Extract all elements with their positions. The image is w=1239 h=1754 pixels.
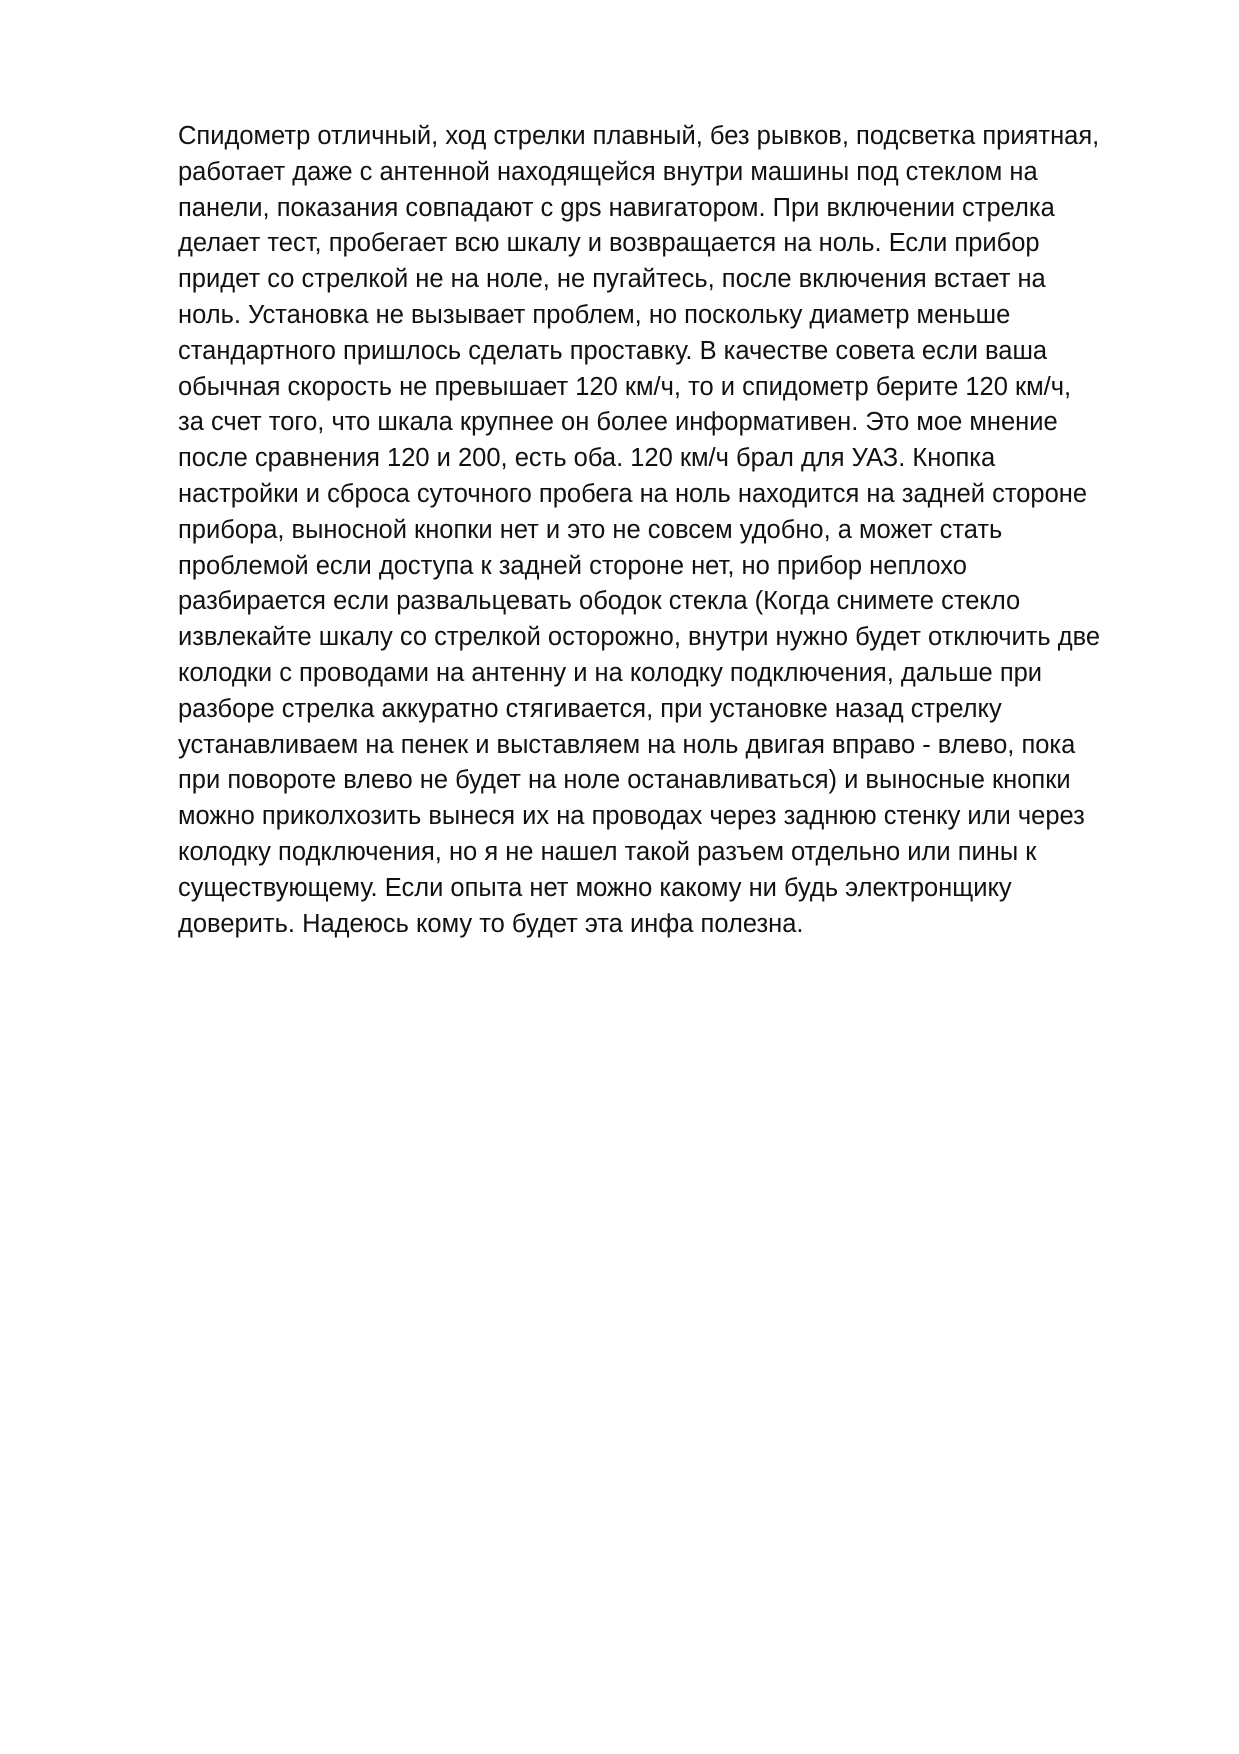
text-line: стандартного пришлось сделать проставку. В качестве совета если ваша — [178, 336, 1048, 365]
text-line: колодку подключения, но я не нашел такой разъем отдельно или пины к — [178, 837, 1037, 866]
text-line: можно приколхозить вынеся их на проводах через заднюю стенку или через — [178, 802, 1085, 831]
text-line: после сравнения 120 и 200, есть оба. 120 км/ч брал для УАЗ. Кнопка — [178, 444, 996, 473]
text-line: разборе стрелка аккуратно стягивается, при установке назад стрелку — [178, 694, 1002, 723]
text-line: делает тест, пробегает всю шкалу и возвращается на ноль. Если прибор — [178, 229, 1040, 258]
text-line: прибора, выносной кнопки нет и это не совсем удобно, а может стать — [178, 515, 1003, 544]
text-line: извлекайте шкалу со стрелкой осторожно, внутри нужно будет отключить две — [178, 623, 1101, 652]
text-line: разбирается если развальцевать ободок стекла (Когда снимете стекло — [178, 587, 1021, 616]
text-line: за счет того, что шкала крупнее он более информативен. Это мое мнение — [178, 408, 1058, 437]
text-line: при повороте влево не будет на ноле останавливаться) и выносные кнопки — [178, 766, 1071, 795]
text-line: работает даже с антенной находящейся внутри машины под стеклом на — [178, 157, 1038, 186]
text-line: ноль. Установка не вызывает проблем, но поскольку диаметр меньше — [178, 300, 1011, 329]
text-line: Спидометр отличный, ход стрелки плавный, без рывков, подсветка приятная, — [178, 122, 1100, 150]
text-line: колодки с проводами на антенну и на колодку подключения, дальше при — [178, 658, 1043, 687]
text-line: обычная скорость не превышает 120 км/ч, то и спидометр берите 120 км/ч, — [178, 372, 1072, 401]
text-line: панели, показания совпадают с gps навигатором. При включении стрелка — [178, 193, 1055, 222]
text-line: настройки и сброса суточного пробега на ноль находится на задней стороне — [178, 479, 1088, 508]
text-line: придет со стрелкой не на ноле, не пугайтесь, после включения встает на — [178, 265, 1046, 294]
text-line: проблемой если доступа к задней стороне нет, но прибор неплохо — [178, 551, 967, 580]
review-paragraph — [178, 119, 1168, 942]
text-line: доверить. Надеюсь кому то будет эта инфа полезна. — [178, 909, 804, 938]
text-line: устанавливаем на пенек и выставляем на ноль двигая вправо - влево, пока — [178, 730, 1076, 759]
text-line: существующему. Если опыта нет можно какому ни будь электронщику — [178, 873, 1012, 902]
